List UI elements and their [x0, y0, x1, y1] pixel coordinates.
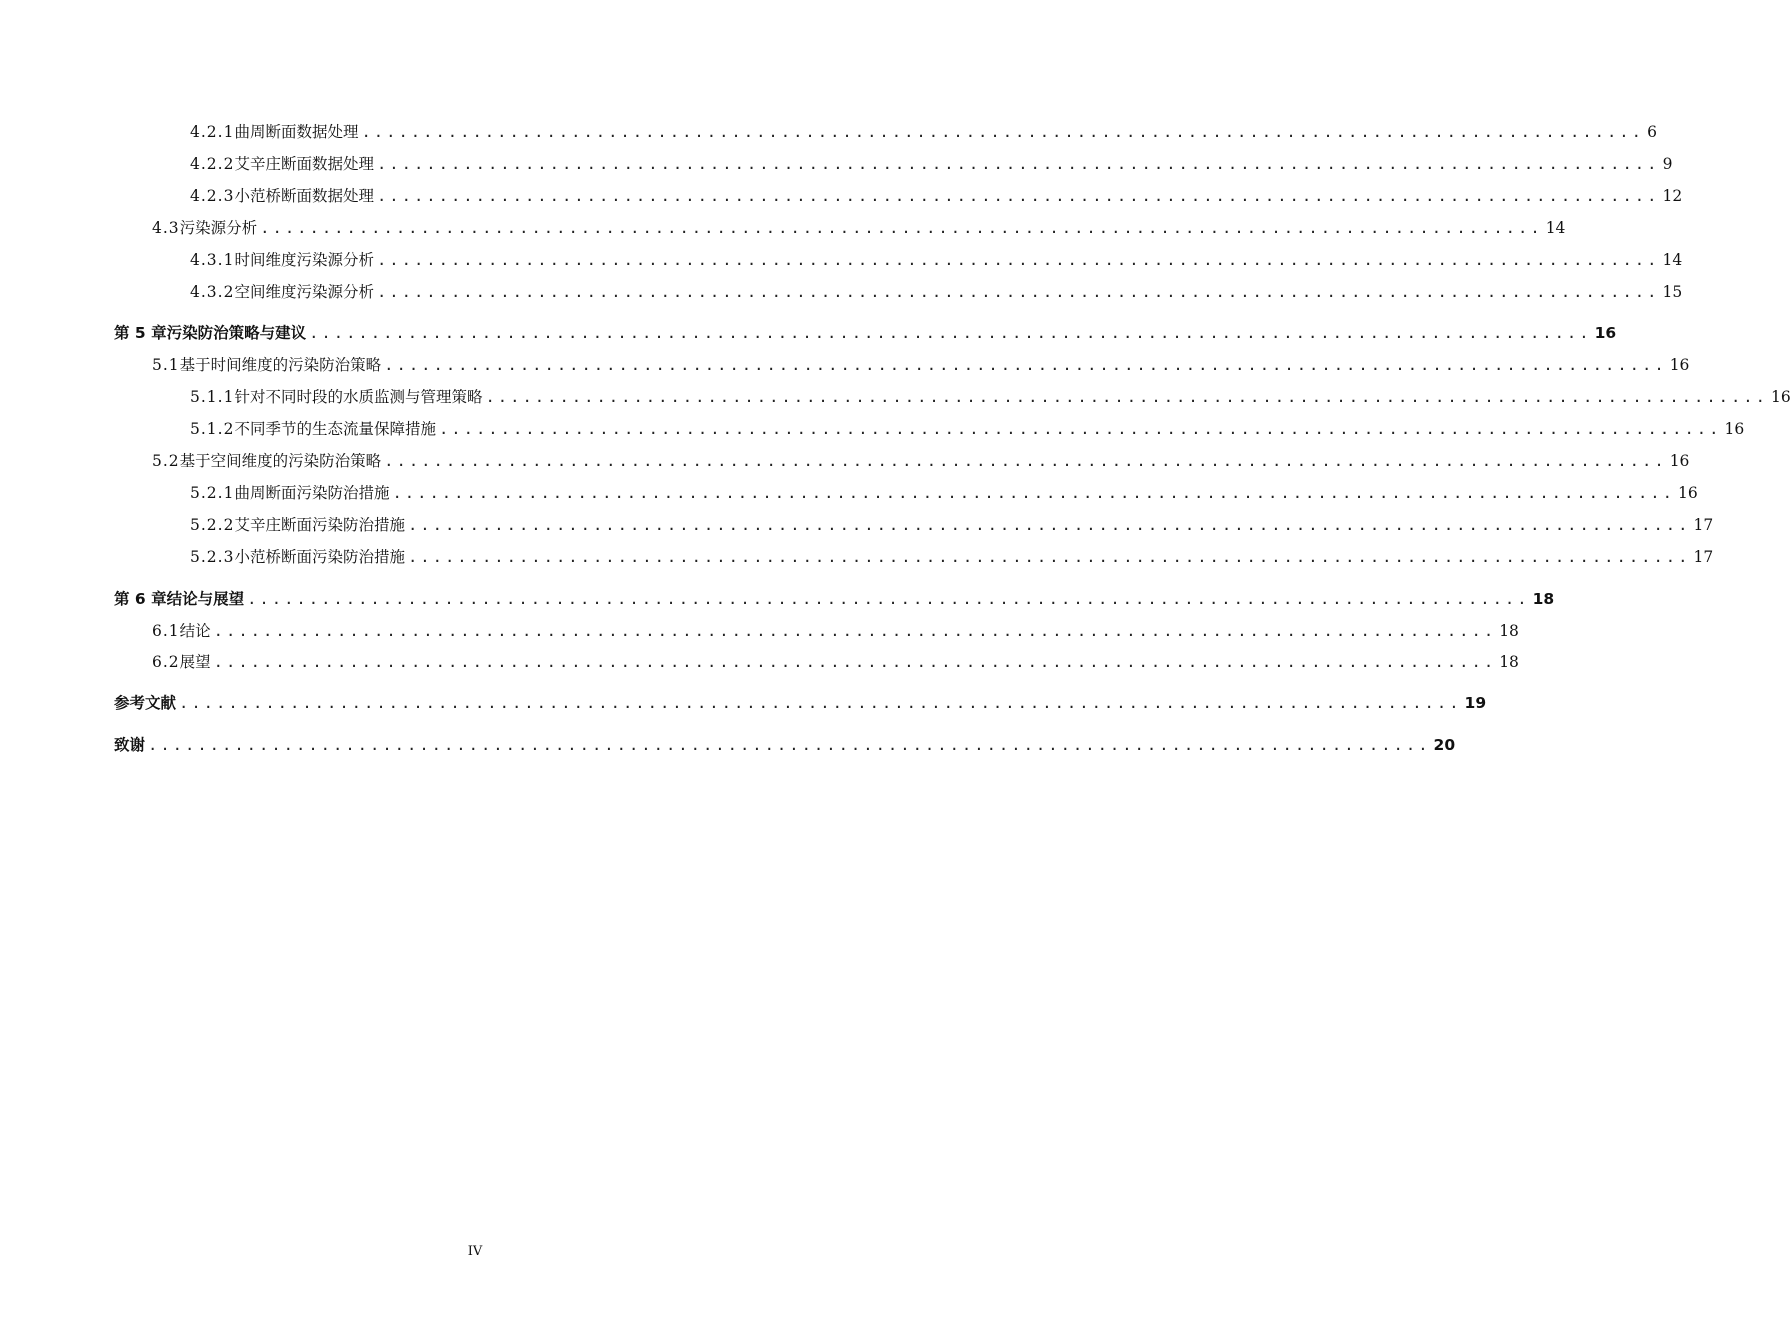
toc-entry-title: 结论与展望 [166, 590, 245, 608]
toc-entry-title: 小范桥断面污染防治措施 [234, 548, 405, 566]
toc-entry[interactable] [152, 620, 1519, 642]
toc-entry-page: 18 [1532, 590, 1555, 608]
toc-entry[interactable] [152, 651, 1519, 673]
toc-leader-dots: ........................................................................................................ [485, 388, 1768, 406]
toc-entry-title: 致谢 [114, 736, 146, 754]
toc-leader-dots: ........................................................................................................ [376, 187, 1660, 205]
toc-entry-number: 5.1.2 [190, 420, 235, 438]
toc-entry-number: 第 5 章 [114, 324, 167, 342]
toc-leader-dots: ........................................................................................................ [376, 155, 1660, 173]
toc-entry-page: 12 [1662, 187, 1683, 205]
toc-chapter-entry[interactable] [114, 588, 1555, 610]
toc-entry-title: 曲周断面数据处理 [234, 123, 359, 141]
toc-leader-dots: ........................................................................................................ [179, 694, 1462, 712]
toc-entry-page: 16 [1724, 420, 1745, 438]
toc-entry-number: 4.3.1 [190, 251, 235, 269]
toc-leader-dots: ........................................................................................................ [407, 548, 1691, 566]
toc-entry[interactable] [190, 418, 1745, 440]
toc-entry-number: 4.3.2 [190, 283, 235, 301]
toc-entry-number: 4.3 [152, 219, 180, 237]
toc-leader-dots: ........................................................................................................ [438, 420, 1722, 438]
toc-entry-title: 不同季节的生态流量保障措施 [234, 420, 436, 438]
toc-entry[interactable] [152, 450, 1690, 472]
toc-entry-page: 15 [1662, 283, 1683, 301]
toc-entry-number: 4.2.2 [190, 155, 235, 173]
toc-entry-page: 16 [1594, 324, 1617, 342]
toc-entry-number: 第 6 章 [114, 590, 167, 608]
toc-entry-number: 5.2.2 [190, 516, 235, 534]
toc-entry-number: 5.2 [152, 452, 180, 470]
toc-entry-title: 小范桥断面数据处理 [234, 187, 374, 205]
toc-entry-page: 14 [1545, 219, 1566, 237]
toc-leader-dots: ........................................................................................................ [407, 516, 1691, 534]
toc-leader-dots: ........................................................................................................ [392, 484, 1675, 502]
toc-entry[interactable] [152, 217, 1566, 239]
toc-entry-page: 16 [1669, 356, 1690, 374]
toc-entry-title: 基于空间维度的污染防治策略 [179, 452, 382, 470]
toc-entry-title: 艾辛庄断面污染防治措施 [234, 516, 405, 534]
toc-entry-title: 曲周断面污染防治措施 [234, 484, 390, 502]
toc-entry-number: 5.2.1 [190, 484, 235, 502]
toc-entry[interactable] [190, 249, 1683, 271]
toc-entry-page: 16 [1669, 452, 1690, 470]
toc-entry-number: 4.2.3 [190, 187, 235, 205]
toc-entry-page: 16 [1677, 484, 1698, 502]
toc-entry-title: 艾辛庄断面数据处理 [234, 155, 374, 173]
toc-entry-title: 基于时间维度的污染防治策略 [179, 356, 382, 374]
toc-entry-title: 展望 [179, 653, 211, 671]
toc-entry-title: 时间维度污染源分析 [234, 251, 374, 269]
toc-entry[interactable] [190, 121, 1657, 143]
toc-entry-title: 结论 [179, 622, 211, 640]
toc-leader-dots: ........................................................................................................ [309, 324, 1592, 342]
toc-leader-dots: ........................................................................................................ [213, 653, 1497, 671]
toc-entry-page: 9 [1662, 155, 1673, 173]
toc-entry[interactable] [190, 153, 1673, 175]
toc-leader-dots: ........................................................................................................ [384, 356, 1667, 374]
page-number: IV [467, 1244, 483, 1259]
toc-chapter-entry[interactable] [114, 322, 1617, 344]
toc-entry[interactable] [152, 354, 1690, 376]
toc-leader-dots: ........................................................................................................ [361, 123, 1644, 141]
toc-entry-page: 6 [1647, 123, 1657, 141]
toc-entry-page: 14 [1662, 251, 1683, 269]
toc-entry-number: 6.1 [152, 622, 180, 640]
toc-entry-number: 5.1 [152, 356, 180, 374]
toc-entry-title: 污染源分析 [179, 219, 258, 237]
toc-entry-page: 17 [1693, 548, 1714, 566]
toc-leader-dots: ........................................................................................................ [247, 590, 1530, 608]
toc-entry-number: 6.2 [152, 653, 180, 671]
toc-entry-page: 19 [1464, 694, 1487, 712]
toc-acknowledgements-entry[interactable] [114, 734, 1456, 756]
toc-leader-dots: ........................................................................................................ [376, 283, 1660, 301]
toc-entry-title: 空间维度污染源分析 [234, 283, 374, 301]
toc-leader-dots: ........................................................................................................ [148, 736, 1431, 754]
toc-entry[interactable] [190, 386, 1791, 408]
toc-references-entry[interactable] [114, 692, 1487, 714]
toc-entry[interactable] [190, 185, 1683, 207]
toc-entry-title: 针对不同时段的水质监测与管理策略 [234, 388, 483, 406]
toc-entry[interactable] [190, 482, 1698, 504]
toc-entry-page: 18 [1499, 622, 1519, 640]
toc-entry-page: 17 [1693, 516, 1714, 534]
toc-entry-number: 4.2.1 [190, 123, 235, 141]
toc-entry[interactable] [190, 546, 1714, 568]
toc-entry[interactable] [190, 514, 1714, 536]
toc-entry-title: 参考文献 [114, 694, 177, 712]
toc-leader-dots: ........................................................................................................ [213, 622, 1497, 640]
toc-leader-dots: ........................................................................................................ [384, 452, 1667, 470]
toc-entry-page: 20 [1433, 736, 1456, 754]
toc-leader-dots: ........................................................................................................ [260, 219, 1543, 237]
toc-entry-number: 5.2.3 [190, 548, 235, 566]
toc-entry-title: 污染防治策略与建议 [166, 324, 307, 342]
toc-entry[interactable] [190, 281, 1683, 303]
toc-leader-dots: ........................................................................................................ [376, 251, 1660, 269]
toc-entry-page: 16 [1770, 388, 1791, 406]
toc-entry-number: 5.1.1 [190, 388, 235, 406]
toc-entry-page: 18 [1499, 653, 1519, 671]
